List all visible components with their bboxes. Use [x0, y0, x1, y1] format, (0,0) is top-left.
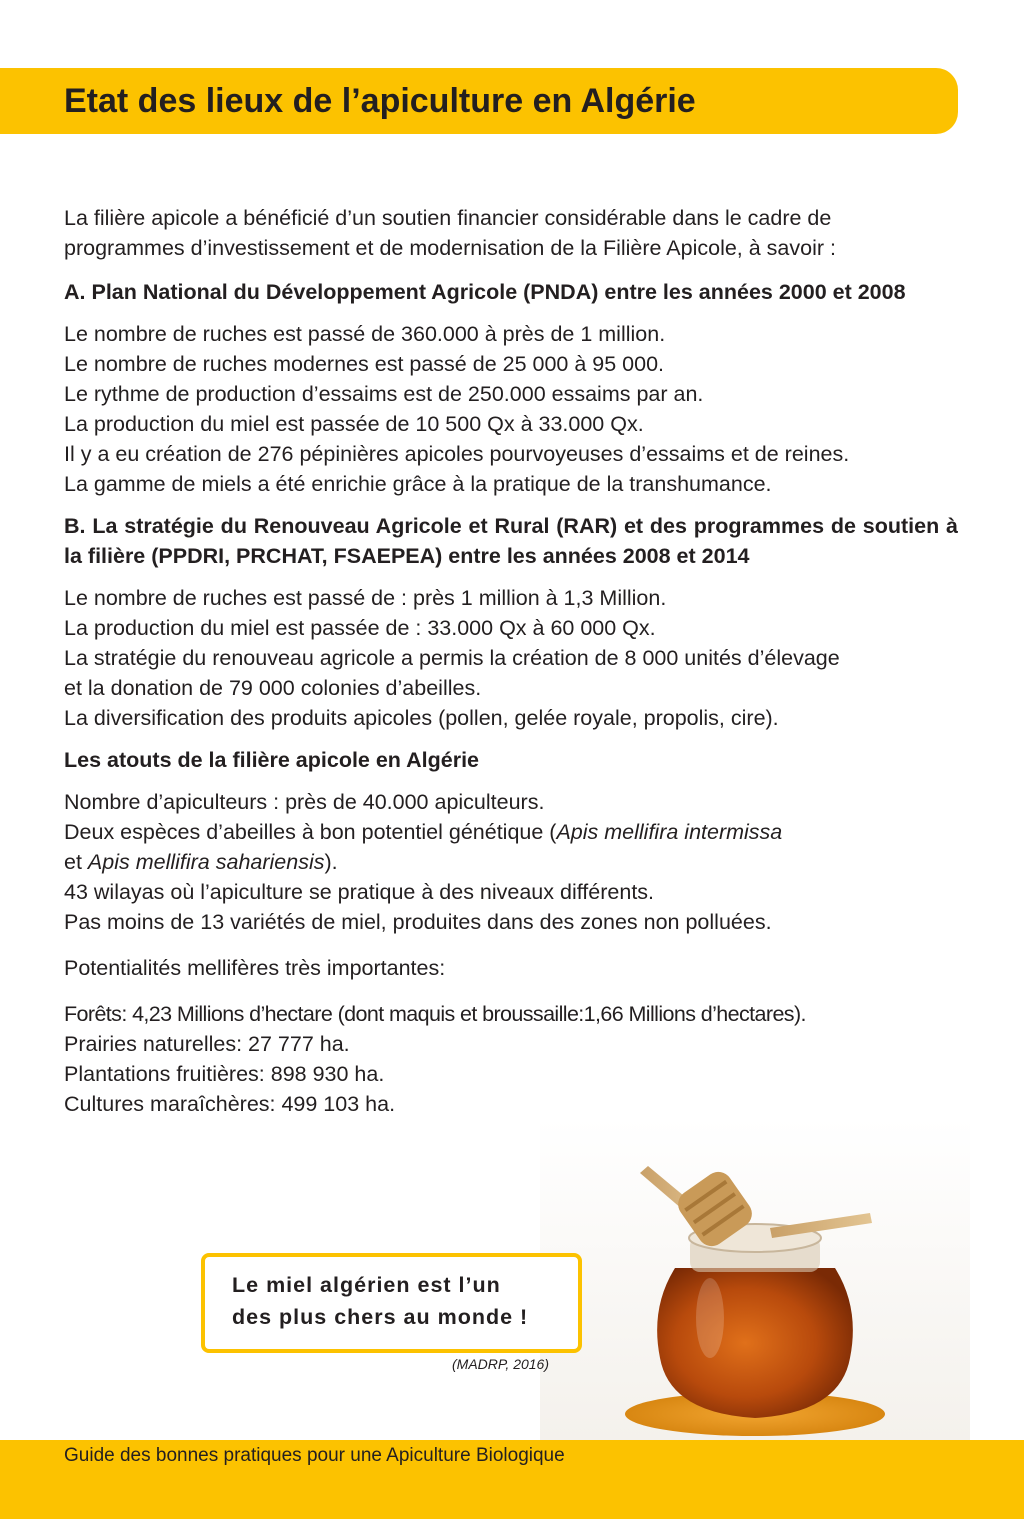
atouts-list	[64, 787, 958, 937]
section-a-line: La gamme de miels a été enrichie grâce à la pratique de la transhumance.	[64, 472, 772, 496]
atouts-line-text: Deux espèces d’abeilles à bon potentiel génétique (	[64, 820, 557, 844]
section-b-line: La production du miel est passée de : 33.000 Qx à 60 000 Qx.	[64, 616, 656, 640]
quote-line: Le miel algérien est l’un	[232, 1273, 501, 1297]
page-title: Etat des lieux de l’apiculture en Algérie	[64, 82, 696, 120]
section-b-list	[64, 583, 958, 733]
section-a-line: Le nombre de ruches modernes est passé de 25 000 à 95 000.	[64, 352, 665, 376]
section-a-line: Le rythme de production d’essaims est de 250.000 essaims par an.	[64, 382, 704, 406]
section-b-line: Le nombre de ruches est passé de : près 1 million à 1,3 Million.	[64, 586, 667, 610]
potential-list	[64, 999, 958, 1119]
section-a-line: Il y a eu création de 276 pépinières apicoles pourvoyeuses d’essaims et de reines.	[64, 442, 850, 466]
main-content	[64, 203, 958, 1119]
atouts-line: Pas moins de 13 variétés de miel, produites dans des zones non polluées.	[64, 910, 772, 934]
section-b-line: et la donation de 79 000 colonies d’abeilles.	[64, 676, 482, 700]
atouts-line: Nombre d’apiculteurs : près de 40.000 apiculteurs.	[64, 790, 545, 814]
potential-line: Forêts: 4,23 Millions d’hectare (dont maquis et broussaille:1,66 Millions d’hectares).	[64, 1002, 806, 1026]
atouts-line-text: ).	[324, 850, 338, 874]
section-a-line: Le nombre de ruches est passé de 360.000 à près de 1 million.	[64, 322, 666, 346]
potential-line: Plantations fruitières: 898 930 ha.	[64, 1062, 385, 1086]
potential-line: Cultures maraîchères: 499 103 ha.	[64, 1092, 396, 1116]
atouts-line: 43 wilayas où l’apiculture se pratique à des niveaux différents.	[64, 880, 655, 904]
quote-text	[205, 1257, 578, 1333]
potential-heading: Potentialités mellifères très importantes:	[64, 956, 446, 980]
atouts-line-text: et	[64, 850, 88, 874]
footer-text: Guide des bonnes pratiques pour une Apiculture Biologique	[64, 1445, 565, 1466]
potential-line: Prairies naturelles: 27 777 ha.	[64, 1032, 350, 1056]
species-name: Apis mellifira sahariensis	[87, 850, 325, 874]
intro-paragraph	[64, 203, 958, 263]
quote-box	[201, 1253, 582, 1353]
intro-line: La filière apicole a bénéficié d’un soutien financier considérable dans le cadre de	[64, 206, 832, 230]
section-b-line: La stratégie du renouveau agricole a permis la création de 8 000 unités d’élevage	[64, 646, 840, 670]
quote-line: des plus chers au monde !	[232, 1305, 529, 1329]
intro-line: programmes d’investissement et de modernisation de la Filière Apicole, à savoir :	[64, 236, 836, 260]
section-b-line: La diversification des produits apicoles (pollen, gelée royale, propolis, cire).	[64, 706, 779, 730]
honey-jar-image	[540, 1118, 970, 1440]
section-a-line: La production du miel est passée de 10 500 Qx à 33.000 Qx.	[64, 412, 644, 436]
section-a-heading: A. Plan National du Développement Agricole (PNDA) entre les années 2000 et 2008	[64, 280, 906, 304]
section-b-heading: B. La stratégie du Renouveau Agricole et Rural (RAR) et des programmes de soutien à la filière (PPDRI, PRCHAT, FSAEPEA) entre les années 2008 et 2014	[64, 514, 958, 568]
atouts-heading: Les atouts de la filière apicole en Algérie	[64, 748, 480, 772]
species-name: Apis mellifira intermissa	[556, 820, 783, 844]
atouts-line	[64, 817, 958, 847]
jar-body	[657, 1268, 853, 1418]
atouts-line	[64, 847, 958, 877]
quote-source: (MADRP, 2016)	[452, 1356, 550, 1372]
section-a-list	[64, 319, 958, 499]
